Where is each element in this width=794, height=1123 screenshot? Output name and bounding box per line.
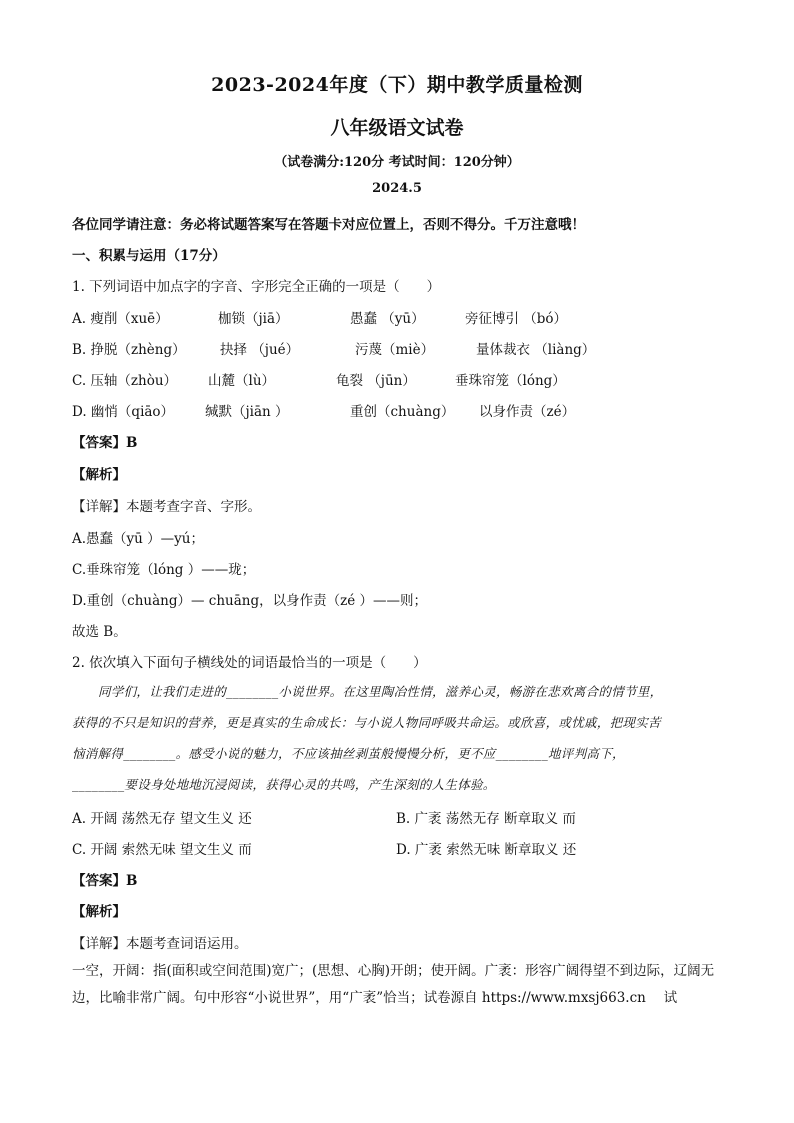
- question-2-option-d: D. 广袤 索然无味 断章取义 还: [396, 842, 577, 858]
- option-term: A. 瘦削（xuē）: [72, 311, 169, 327]
- section-heading: 一、积累与运用（17分）: [72, 248, 226, 264]
- option-term: 枷锁（jiā）: [218, 311, 289, 327]
- question-2-option-c: C. 开阔 索然无味 望文生义 而: [72, 842, 252, 858]
- passage-line: ________要设身处地地沉浸阅读，获得心灵的共鸣，产生深刻的人生体验。: [72, 777, 496, 792]
- question-1-stem: 1. 下列词语中加点字的字音、字形完全正确的一项是（ ）: [72, 279, 441, 295]
- question-1-option-d: [72, 400, 732, 420]
- option-term: 愚蠢 （yū）: [350, 311, 425, 327]
- question-2-explanation: 一空，开阔：指(面积或空间范围)宽广；(思想、心胸)开朗；使开阔。广袤：形容广阔得望不到边际，辽阔无边，比喻非常广阔。句中形容“小说世界”，用“广袤”恰当；试卷源自 https://www.mxsj663.cn 试: [72, 963, 715, 1006]
- question-2-detail: 【详解】本题考查词语运用。: [72, 936, 248, 952]
- passage-line: 获得的不只是知识的营养，更是真实的生命成长：与小说人物同呼吸共命运。或欣喜，或忧戚，把现实苦: [72, 715, 661, 730]
- question-2-options-row: [72, 807, 732, 827]
- question-2-analysis-label: 【解析】: [72, 904, 126, 920]
- question-1-explanation-line: 故选 B。: [72, 624, 127, 640]
- option-term: 重创（chuàng）: [350, 404, 455, 420]
- option-term: 以身作责（zé）: [479, 404, 576, 420]
- question-1-option-a: [72, 307, 732, 327]
- question-2-stem: 2. 依次填入下面句子横线处的词语最恰当的一项是（ ）: [72, 655, 427, 671]
- exam-title: 2023-2024年度（下）期中教学质量检测: [211, 74, 583, 96]
- question-2-answer: 【答案】B: [72, 873, 138, 889]
- exam-date: 2024.5: [372, 181, 422, 196]
- option-term: B. 挣脱（zhèng）: [72, 342, 186, 358]
- question-2-option-a: A. 开阔 荡然无存 望文生义 还: [72, 811, 252, 827]
- option-term: 缄默（jiān ）: [205, 404, 289, 420]
- passage-line: 同学们，让我们走进的________小说世界。在这里陶冶性情，滋养心灵，畅游在悲欢离合的情节里，: [98, 684, 663, 699]
- question-1-explanation-line: C.垂珠帘笼（lóng ）——珑；: [72, 562, 256, 578]
- question-2-passage: [72, 676, 732, 800]
- option-term: 量体裁衣 （liàng）: [476, 342, 596, 358]
- option-term: 龟裂 （jūn）: [336, 373, 416, 389]
- option-term: 污蔑（miè）: [355, 342, 435, 358]
- option-term: 旁征博引 （bó）: [465, 311, 568, 327]
- question-1-answer: 【答案】B: [72, 435, 138, 451]
- question-2-options-row: [72, 838, 732, 858]
- option-term: 垂珠帘笼（lóng）: [455, 373, 566, 389]
- exam-subtitle: 八年级语文试卷: [330, 117, 464, 139]
- option-term: C. 压轴（zhòu）: [72, 373, 178, 389]
- exam-notice: 各位同学请注意：务必将试题答案写在答题卡对应位置上，否则不得分。千万注意哦！: [72, 217, 585, 233]
- question-1-option-c: [72, 369, 732, 389]
- question-1-explanation-line: A.愚蠢（yū ）—yú；: [72, 531, 204, 547]
- question-1-analysis-label: 【解析】: [72, 467, 126, 483]
- question-1-detail: 【详解】本题考查字音、字形。: [72, 499, 261, 515]
- passage-line: 恼消解得________。感受小说的魅力，不应该抽丝剥茧般慢慢分析，更不应________地评判高下，: [72, 746, 625, 761]
- question-1-option-b: [72, 338, 732, 358]
- exam-info: （试卷满分:120分 考试时间：120分钟）: [274, 155, 520, 170]
- option-term: D. 幽悄（qiāo）: [72, 404, 175, 420]
- question-1-explanation-line: D.重创（chuàng）— chuāng，以身作责（zé ）——则；: [72, 593, 427, 609]
- option-term: 山麓（lù）: [208, 373, 276, 389]
- question-2-option-b: B. 广袤 荡然无存 断章取义 而: [396, 811, 576, 827]
- option-term: 抉择 （jué）: [220, 342, 300, 358]
